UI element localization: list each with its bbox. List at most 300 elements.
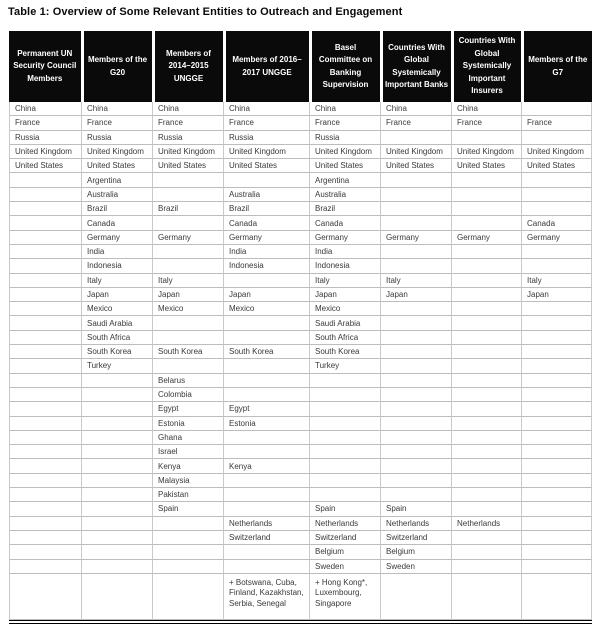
entities-table [9, 31, 592, 624]
table-cell: China [224, 102, 310, 116]
table-cell [224, 431, 310, 445]
table-cell [224, 488, 310, 502]
table-row [10, 359, 592, 373]
table-cell: Canada [224, 216, 310, 230]
table-cell [10, 517, 82, 531]
table-cell: Australia [310, 188, 381, 202]
table-cell: Canada [310, 216, 381, 230]
table-row [10, 159, 592, 173]
table-cell [153, 359, 224, 373]
table-cell [452, 316, 522, 330]
table-cell [10, 345, 82, 359]
column-header: Permanent UN Security Council Members [9, 31, 81, 102]
table-cell [310, 388, 381, 402]
table-cell [224, 274, 310, 288]
table-cell [452, 131, 522, 145]
table-cell [452, 431, 522, 445]
table-row [10, 374, 592, 388]
table-cell: South Korea [153, 345, 224, 359]
table-cell [153, 245, 224, 259]
table-cell: Germany [381, 231, 452, 245]
table-cell [82, 402, 153, 416]
table-cell: United Kingdom [153, 145, 224, 159]
column-header: Basel Committee on Banking Supervision [312, 31, 380, 102]
table-cell: France [82, 116, 153, 130]
table-cell [10, 331, 82, 345]
table-row [10, 131, 592, 145]
table-cell [310, 374, 381, 388]
table-cell [224, 445, 310, 459]
column-header: Members of the G20 [84, 31, 152, 102]
table-cell: China [452, 102, 522, 116]
table-cell: Turkey [82, 359, 153, 373]
table-cell [522, 316, 592, 330]
table-cell [153, 517, 224, 531]
table-cell: Israel [153, 445, 224, 459]
table-cell: Russia [224, 131, 310, 145]
table-cell: Netherlands [381, 517, 452, 531]
table-cell [10, 245, 82, 259]
table-cell: Saudi Arabia [310, 316, 381, 330]
table-cell: Kenya [224, 459, 310, 473]
table-cell: France [10, 116, 82, 130]
table-cell [310, 445, 381, 459]
table-cell [452, 545, 522, 559]
table-cell: United Kingdom [381, 145, 452, 159]
table-cell [224, 374, 310, 388]
table-cell: South Africa [310, 331, 381, 345]
table-cell [381, 331, 452, 345]
table-row [10, 259, 592, 273]
table-cell [452, 302, 522, 316]
table-cell: Spain [310, 502, 381, 516]
table-cell [522, 545, 592, 559]
table-cell: Netherlands [310, 517, 381, 531]
table-cell: United States [522, 159, 592, 173]
table-row [10, 202, 592, 216]
table-cell: China [381, 102, 452, 116]
table-cell [10, 316, 82, 330]
table-cell [522, 102, 592, 116]
table-cell [381, 173, 452, 187]
table-cell: Germany [153, 231, 224, 245]
table-cell: Russia [10, 131, 82, 145]
table-cell: France [310, 116, 381, 130]
table-cell: France [522, 116, 592, 130]
table-cell: Argentina [82, 173, 153, 187]
table-cell [452, 274, 522, 288]
table-cell [522, 531, 592, 545]
table-cell: Belgium [310, 545, 381, 559]
table-cell [310, 417, 381, 431]
table-cell [82, 560, 153, 574]
table-cell [452, 259, 522, 273]
table-row [10, 417, 592, 431]
table-cell: Brazil [82, 202, 153, 216]
table-cell [310, 459, 381, 473]
column-header: Members of 2016–2017 UNGGE [226, 31, 309, 102]
table-cell [82, 445, 153, 459]
table-cell [82, 388, 153, 402]
table-cell [381, 574, 452, 620]
table-cell: Mexico [224, 302, 310, 316]
table-row [10, 488, 592, 502]
table-cell [452, 202, 522, 216]
table-cell [381, 259, 452, 273]
table-cell: Indonesia [310, 259, 381, 273]
table-cell [452, 216, 522, 230]
table-row [10, 102, 592, 116]
table-cell [381, 345, 452, 359]
table-cell [224, 359, 310, 373]
table-cell: Mexico [310, 302, 381, 316]
table-cell [452, 417, 522, 431]
table-cell: Estonia [153, 417, 224, 431]
table-cell [522, 374, 592, 388]
table-cell: Turkey [310, 359, 381, 373]
table-row [10, 216, 592, 230]
table-cell: Belarus [153, 374, 224, 388]
table-cell [10, 202, 82, 216]
table-cell [153, 188, 224, 202]
table-row [10, 560, 592, 574]
table-cell [381, 459, 452, 473]
table-cell [82, 531, 153, 545]
table-cell [82, 517, 153, 531]
table-cell [82, 431, 153, 445]
table-cell [10, 188, 82, 202]
table-title: Table 1: Overview of Some Relevant Entities to Outreach and Engagement [8, 6, 403, 18]
table-cell: Germany [224, 231, 310, 245]
table-cell [452, 331, 522, 345]
table-cell [82, 545, 153, 559]
table-cell: Japan [153, 288, 224, 302]
table-cell: Belgium [381, 545, 452, 559]
table-cell [10, 574, 82, 620]
table-cell: Sweden [381, 560, 452, 574]
table-cell [10, 374, 82, 388]
table-cell: Malaysia [153, 474, 224, 488]
table-cell: India [224, 245, 310, 259]
table-cell [522, 245, 592, 259]
table-cell: Australia [224, 188, 310, 202]
table-cell [381, 188, 452, 202]
table-cell [224, 545, 310, 559]
table-cell [452, 388, 522, 402]
table-cell: Netherlands [452, 517, 522, 531]
table-cell [452, 288, 522, 302]
table-cell: Indonesia [82, 259, 153, 273]
table-cell: India [310, 245, 381, 259]
table-cell: United States [82, 159, 153, 173]
table-header-row [9, 31, 592, 102]
table-cell [381, 431, 452, 445]
table-cell [522, 345, 592, 359]
table-row [10, 445, 592, 459]
table-cell [381, 316, 452, 330]
table-cell: Canada [82, 216, 153, 230]
table-cell: United Kingdom [310, 145, 381, 159]
table-cell [153, 574, 224, 620]
table-cell [10, 459, 82, 473]
table-cell: South Korea [310, 345, 381, 359]
table-cell [522, 302, 592, 316]
table-cell: United States [381, 159, 452, 173]
table-cell: Germany [452, 231, 522, 245]
table-cell: Italy [153, 274, 224, 288]
table-cell [10, 431, 82, 445]
table-cell: Russia [82, 131, 153, 145]
table-cell [522, 459, 592, 473]
table-cell: Indonesia [224, 259, 310, 273]
table-cell [310, 431, 381, 445]
table-cell: Japan [381, 288, 452, 302]
table-cell [10, 388, 82, 402]
table-cell: France [381, 116, 452, 130]
table-cell [10, 445, 82, 459]
table-row [10, 274, 592, 288]
table-row [10, 116, 592, 130]
table-cell: Estonia [224, 417, 310, 431]
table-cell [82, 374, 153, 388]
table-row [10, 388, 592, 402]
table-cell [452, 474, 522, 488]
table-cell [452, 188, 522, 202]
table-cell: China [10, 102, 82, 116]
table-cell [522, 517, 592, 531]
table-cell: Switzerland [381, 531, 452, 545]
table-cell [10, 545, 82, 559]
table-row [10, 531, 592, 545]
table-cell [381, 417, 452, 431]
table-cell: China [82, 102, 153, 116]
table-row [10, 345, 592, 359]
table-cell [10, 259, 82, 273]
table-cell [10, 173, 82, 187]
table-cell [381, 131, 452, 145]
table-cell [310, 402, 381, 416]
table-cell [522, 488, 592, 502]
table-cell [452, 402, 522, 416]
table-cell: Argentina [310, 173, 381, 187]
table-cell [153, 173, 224, 187]
table-cell: Japan [522, 288, 592, 302]
table-cell: Japan [82, 288, 153, 302]
table-cell: + Botswana, Cuba, Finland, Kazakhstan, Serbia, Senegal [224, 574, 310, 620]
table-cell [10, 359, 82, 373]
table-cell [522, 131, 592, 145]
table-cell: Egypt [153, 402, 224, 416]
table-row [10, 545, 592, 559]
table-row [10, 474, 592, 488]
table-cell [153, 545, 224, 559]
table-cell [224, 502, 310, 516]
table-cell [381, 388, 452, 402]
table-cell: Spain [153, 502, 224, 516]
table-cell: China [153, 102, 224, 116]
table-row [10, 145, 592, 159]
table-cell [224, 316, 310, 330]
table-cell [10, 488, 82, 502]
table-cell: Brazil [310, 202, 381, 216]
table-row [10, 245, 592, 259]
table-cell [522, 474, 592, 488]
table-cell: Italy [522, 274, 592, 288]
table-cell [452, 488, 522, 502]
table-cell [522, 431, 592, 445]
table-cell [381, 374, 452, 388]
column-header: Members of the G7 [524, 31, 593, 102]
table-cell [10, 216, 82, 230]
table-cell: Brazil [224, 202, 310, 216]
table-cell: Germany [522, 231, 592, 245]
table-cell [381, 359, 452, 373]
table-cell [522, 560, 592, 574]
table-cell: Ghana [153, 431, 224, 445]
table-cell: United Kingdom [522, 145, 592, 159]
table-cell [82, 502, 153, 516]
table-row [10, 302, 592, 316]
table-body [9, 102, 592, 620]
table-cell: United States [224, 159, 310, 173]
table-cell [452, 374, 522, 388]
table-cell: China [310, 102, 381, 116]
table-cell [381, 445, 452, 459]
table-cell [153, 331, 224, 345]
table-cell: Switzerland [224, 531, 310, 545]
table-cell [381, 302, 452, 316]
table-cell [452, 560, 522, 574]
table-cell [522, 388, 592, 402]
table-row [10, 574, 592, 620]
table-cell: Egypt [224, 402, 310, 416]
table-cell [522, 259, 592, 273]
table-cell: Japan [224, 288, 310, 302]
table-row [10, 188, 592, 202]
table-cell [224, 173, 310, 187]
table-cell [10, 402, 82, 416]
table-cell [10, 474, 82, 488]
table-cell [153, 316, 224, 330]
table-cell [522, 173, 592, 187]
table-cell [381, 216, 452, 230]
table-cell: France [153, 116, 224, 130]
table-cell: Sweden [310, 560, 381, 574]
table-row [10, 402, 592, 416]
table-cell [153, 216, 224, 230]
table-cell: Switzerland [310, 531, 381, 545]
table-cell [381, 474, 452, 488]
table-row [10, 459, 592, 473]
table-cell: France [452, 116, 522, 130]
table-cell [10, 417, 82, 431]
table-cell: Russia [310, 131, 381, 145]
table-cell: Canada [522, 216, 592, 230]
column-header: Countries With Global Systemically Important Insurers [454, 31, 521, 102]
table-cell [224, 474, 310, 488]
table-row [10, 288, 592, 302]
table-cell [153, 560, 224, 574]
table-row [10, 431, 592, 445]
table-cell [153, 531, 224, 545]
table-cell [82, 459, 153, 473]
table-cell: Spain [381, 502, 452, 516]
table-cell: United Kingdom [452, 145, 522, 159]
table-cell [381, 245, 452, 259]
table-cell [522, 402, 592, 416]
table-cell [381, 488, 452, 502]
table-cell: Germany [82, 231, 153, 245]
table-cell [10, 302, 82, 316]
table-cell: South Korea [82, 345, 153, 359]
table-row [10, 502, 592, 516]
column-header: Members of 2014–2015 UNGGE [155, 31, 223, 102]
table-cell: Mexico [153, 302, 224, 316]
table-cell: United States [153, 159, 224, 173]
table-cell [522, 202, 592, 216]
table-cell: Italy [381, 274, 452, 288]
table-cell: United States [10, 159, 82, 173]
table-cell [452, 502, 522, 516]
table-cell: South Africa [82, 331, 153, 345]
table-cell: United Kingdom [224, 145, 310, 159]
table-cell: Kenya [153, 459, 224, 473]
table-cell: France [224, 116, 310, 130]
table-row [10, 316, 592, 330]
table-cell: United States [452, 159, 522, 173]
table-cell: Netherlands [224, 517, 310, 531]
table-cell: United States [310, 159, 381, 173]
table-cell [452, 345, 522, 359]
table-cell [522, 417, 592, 431]
table-cell [522, 502, 592, 516]
table-cell [452, 245, 522, 259]
table-cell [82, 574, 153, 620]
table-cell [224, 388, 310, 402]
table-cell [381, 402, 452, 416]
column-header: Countries With Global Systemically Important Banks [383, 31, 451, 102]
table-cell [522, 188, 592, 202]
table-cell [310, 474, 381, 488]
table-cell [10, 231, 82, 245]
table-cell [10, 531, 82, 545]
table-cell [452, 359, 522, 373]
table-cell [10, 560, 82, 574]
table-cell: Russia [153, 131, 224, 145]
table-cell: Australia [82, 188, 153, 202]
table-cell [10, 502, 82, 516]
table-cell [153, 259, 224, 273]
table-cell: Brazil [153, 202, 224, 216]
table-cell [82, 488, 153, 502]
table-row [10, 173, 592, 187]
table-cell [381, 202, 452, 216]
table-cell: Italy [310, 274, 381, 288]
table-cell [522, 574, 592, 620]
table-cell: + Hong Kong*, Luxembourg, Singapore [310, 574, 381, 620]
table-cell: South Korea [224, 345, 310, 359]
table-cell [522, 359, 592, 373]
table-cell [10, 274, 82, 288]
table-row [10, 231, 592, 245]
table-cell: United Kingdom [10, 145, 82, 159]
table-cell: Colombia [153, 388, 224, 402]
table-cell: Japan [310, 288, 381, 302]
table-row [10, 331, 592, 345]
table-cell: Mexico [82, 302, 153, 316]
table-cell [452, 531, 522, 545]
table-cell [224, 331, 310, 345]
